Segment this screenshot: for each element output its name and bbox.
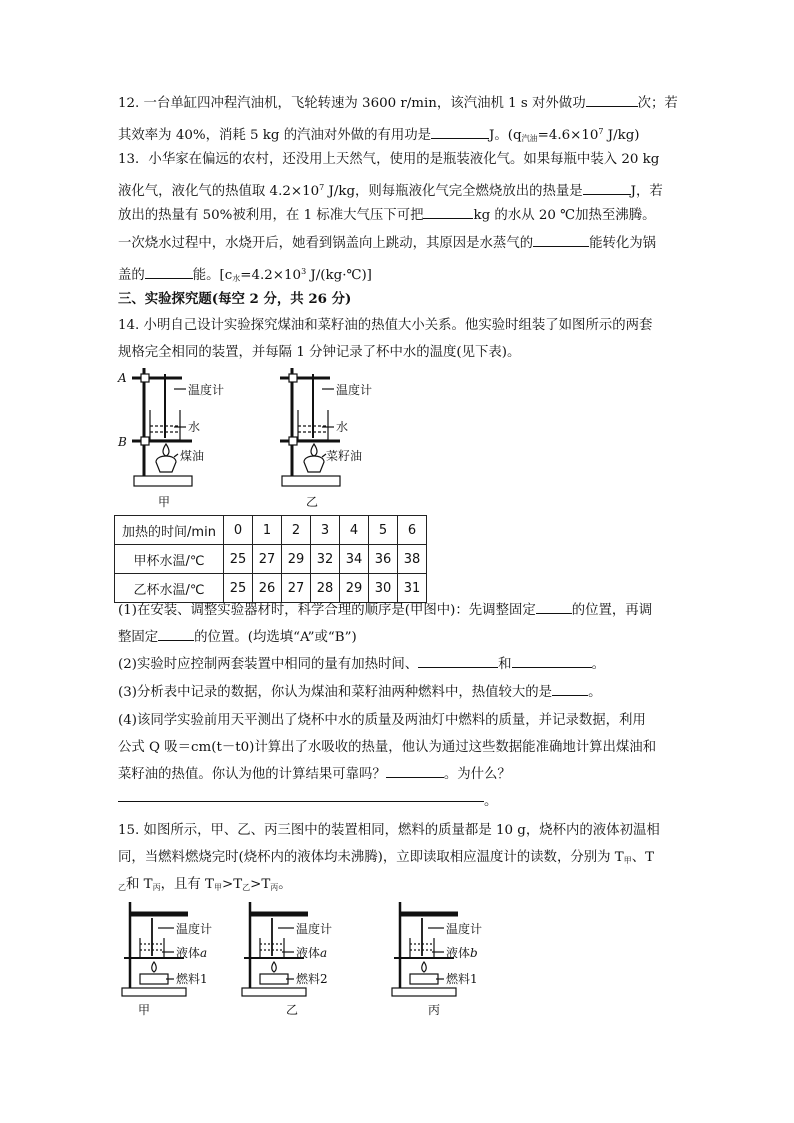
table-cell: 1 bbox=[253, 516, 282, 545]
text: 规格完全相同的装置，并每隔 1 分钟记录了杯中水的温度(见下表)。 bbox=[118, 345, 521, 360]
table-cell: 6 bbox=[398, 516, 427, 545]
text: 、T bbox=[631, 850, 655, 865]
superscript: 7 bbox=[319, 183, 325, 192]
lamp-jia bbox=[156, 456, 176, 472]
q14-figure bbox=[112, 364, 392, 512]
q15-line1 bbox=[118, 817, 674, 845]
text: 15. 如图所示，甲、乙、丙三图中的装置相同，燃料的质量都是 10 g，烧杯内的液体初温相 bbox=[118, 823, 660, 838]
q14-intro1 bbox=[118, 312, 674, 340]
text: J/(kg·℃)] bbox=[306, 268, 372, 283]
temperature-table bbox=[114, 515, 427, 603]
text: J，若 bbox=[630, 184, 663, 199]
q14-s1-line2 bbox=[118, 624, 674, 652]
text: 。 bbox=[591, 657, 605, 672]
text: 的位置。(均选填“A”或“B”) bbox=[194, 630, 357, 645]
row-label: 乙杯水温/℃ bbox=[115, 574, 224, 603]
table-cell: 0 bbox=[224, 516, 253, 545]
label-fuel2: 燃料2 bbox=[296, 972, 328, 986]
table-cell: 27 bbox=[282, 574, 311, 603]
subscript: 甲 bbox=[213, 883, 222, 892]
text: 液化气，液化气的热值取 4.2×10 bbox=[118, 184, 320, 199]
text: (2)实验时应控制两套装置中相同的量有加热时间、 bbox=[118, 657, 419, 672]
stand-base-yi bbox=[282, 476, 340, 486]
q13-line4 bbox=[118, 230, 674, 258]
text: =4.6×10 bbox=[537, 128, 599, 143]
text: kg 的水从 20 ℃加热至沸腾。 bbox=[473, 208, 656, 223]
text: 。 bbox=[484, 794, 498, 809]
answer-blank[interactable] bbox=[423, 204, 473, 219]
table-cell: 4 bbox=[340, 516, 369, 545]
answer-blank[interactable] bbox=[431, 124, 489, 139]
answer-blank[interactable] bbox=[586, 92, 638, 107]
table-cell: 26 bbox=[253, 574, 282, 603]
q12-line1 bbox=[118, 90, 678, 118]
table-row bbox=[115, 545, 427, 574]
text: J/kg，则每瓶液化气完全燃烧放出的热量是 bbox=[324, 184, 583, 199]
q14-intro2 bbox=[118, 339, 674, 367]
text: 。 bbox=[278, 877, 292, 892]
answer-line[interactable] bbox=[118, 801, 484, 802]
q14-s4-line3 bbox=[118, 761, 674, 789]
table-cell: 36 bbox=[369, 545, 398, 574]
table-cell: 29 bbox=[340, 574, 369, 603]
text: >T bbox=[221, 877, 243, 892]
label-thermometer: 温度计 bbox=[446, 922, 483, 936]
table-cell: 31 bbox=[398, 574, 427, 603]
text: 和 bbox=[498, 657, 512, 672]
label-b: B bbox=[118, 435, 127, 449]
answer-blank[interactable] bbox=[158, 626, 194, 641]
subscript: 甲 bbox=[623, 856, 632, 865]
answer-blank[interactable] bbox=[533, 232, 589, 247]
text: 14. 小明自己设计实验探究煤油和菜籽油的热值大小关系。他实验时组装了如图所示的两套 bbox=[118, 318, 653, 333]
table-cell: 2 bbox=[282, 516, 311, 545]
label-thermometer-jia: 温度计 bbox=[188, 383, 225, 397]
answer-blank[interactable] bbox=[418, 653, 498, 668]
table-cell: 32 bbox=[311, 545, 340, 574]
label-fuel-yi: 菜籽油 bbox=[326, 449, 363, 463]
label-fuel1: 燃料1 bbox=[176, 972, 208, 986]
label-fuel-jia: 煤油 bbox=[180, 449, 205, 463]
table-cell: 27 bbox=[253, 545, 282, 574]
table-cell: 28 bbox=[311, 574, 340, 603]
answer-blank[interactable] bbox=[512, 653, 592, 668]
subscript: 丙 bbox=[152, 883, 161, 892]
text: 同，当燃料燃烧完时(烧杯内的液体均未沸腾)，立即读取相应温度计的读数，分别为 T bbox=[118, 850, 624, 865]
answer-blank[interactable] bbox=[386, 763, 444, 778]
table-cell: 38 bbox=[398, 545, 427, 574]
superscript: 3 bbox=[301, 267, 307, 276]
caption-yi: 乙 bbox=[306, 495, 319, 509]
section-heading bbox=[118, 285, 674, 314]
label-water-yi: 水 bbox=[336, 420, 349, 434]
table-header: 加热的时间/min bbox=[115, 516, 224, 545]
label-thermometer: 温度计 bbox=[176, 922, 213, 936]
table-cell: 29 bbox=[282, 545, 311, 574]
subscript: 水 bbox=[232, 274, 241, 283]
table-cell: 34 bbox=[340, 545, 369, 574]
text: 能转化为锅 bbox=[589, 236, 657, 251]
table-cell: 30 bbox=[369, 574, 398, 603]
label-liquid-b: 液体b bbox=[446, 946, 478, 960]
q14-s2 bbox=[118, 651, 674, 679]
subscript: 乙 bbox=[242, 883, 251, 892]
q14-s4-line2 bbox=[118, 734, 674, 762]
text: (1)在安装、调整实验器材时，科学合理的顺序是(甲图中)：先调整固定 bbox=[118, 603, 536, 618]
q14-s4-end bbox=[484, 788, 504, 816]
q15-figure bbox=[118, 896, 508, 1020]
superscript: 7 bbox=[598, 127, 604, 136]
stand-base-jia bbox=[134, 476, 192, 486]
text: 菜籽油的热值。你认为他的计算结果可靠吗？ bbox=[118, 767, 386, 782]
q14-s3 bbox=[118, 679, 674, 707]
subscript: 乙 bbox=[118, 883, 126, 892]
text: >T bbox=[250, 877, 271, 892]
caption-jia: 甲 bbox=[158, 495, 171, 509]
text: ，且有 T bbox=[160, 877, 214, 892]
table-cell: 5 bbox=[369, 516, 398, 545]
text: 的位置，再调 bbox=[571, 603, 653, 618]
label-thermometer: 温度计 bbox=[296, 922, 333, 936]
text: 能。[c bbox=[192, 268, 233, 283]
q13-line1 bbox=[118, 146, 674, 174]
caption-yi: 乙 bbox=[286, 1003, 299, 1017]
table-row bbox=[115, 516, 427, 545]
table-cell: 3 bbox=[311, 516, 340, 545]
subscript: 丙 bbox=[270, 883, 279, 892]
text: 盖的 bbox=[118, 268, 145, 283]
label-a: A bbox=[118, 371, 127, 385]
answer-blank[interactable] bbox=[145, 264, 193, 279]
answer-blank[interactable] bbox=[583, 180, 631, 195]
text: 。 bbox=[588, 685, 602, 700]
section-title: 三、实验探究题(每空 2 分，共 26 分) bbox=[118, 291, 352, 307]
text: 次；若 bbox=[637, 96, 678, 111]
text: 13．小华家在偏远的农村，还没用上天然气，使用的是瓶装液化气。如果每瓶中装入 20 kg bbox=[118, 152, 660, 167]
label-liquid-a: 液体a bbox=[176, 946, 208, 960]
label-water-jia: 水 bbox=[188, 420, 201, 434]
text: (4)该同学实验前用天平测出了烧杯中水的质量及两油灯中燃料的质量，并记录数据，利用 bbox=[118, 713, 646, 728]
caption-jia: 甲 bbox=[138, 1003, 151, 1017]
lamp-yi bbox=[304, 456, 324, 472]
answer-blank[interactable] bbox=[536, 599, 572, 614]
table-cell: 25 bbox=[224, 574, 253, 603]
text: 整固定 bbox=[118, 630, 159, 645]
text: 12. 一台单缸四冲程汽油机，飞轮转速为 3600 r/min，该汽油机 1 s 对外做功 bbox=[118, 96, 586, 111]
text: J。(q bbox=[489, 128, 522, 143]
label-thermometer-yi: 温度计 bbox=[336, 383, 373, 397]
text: J/kg) bbox=[603, 128, 640, 143]
text: 公式 Q 吸＝cm(t－t0)计算出了水吸收的热量，他认为通过这些数据能准确地计算出煤油和 bbox=[118, 740, 657, 755]
q13-line3 bbox=[118, 202, 674, 230]
label-fuel1: 燃料1 bbox=[446, 972, 478, 986]
text: 和 T bbox=[126, 877, 153, 892]
q14-s4-line1 bbox=[118, 707, 674, 735]
text: 其效率为 40%，消耗 5 kg 的汽油对外做的有用功是 bbox=[118, 128, 432, 143]
answer-blank[interactable] bbox=[552, 681, 588, 696]
text: =4.2×10 bbox=[240, 268, 302, 283]
text: 放出的热量有 50%被利用，在 1 标准大气压下可把 bbox=[118, 208, 424, 223]
text: 。为什么？ bbox=[443, 767, 511, 782]
text: 一次烧水过程中，水烧开后，她看到锅盖向上跳动，其原因是水蒸气的 bbox=[118, 236, 534, 251]
label-liquid-a: 液体a bbox=[296, 946, 328, 960]
q14-s1-line1 bbox=[118, 597, 674, 625]
text: (3)分析表中记录的数据，你认为煤油和菜籽油两种燃料中，热值较大的是 bbox=[118, 685, 553, 700]
row-label: 甲杯水温/℃ bbox=[115, 545, 224, 574]
subscript: 汽油 bbox=[521, 134, 538, 143]
caption-bing: 丙 bbox=[428, 1003, 441, 1017]
table-cell: 25 bbox=[224, 545, 253, 574]
